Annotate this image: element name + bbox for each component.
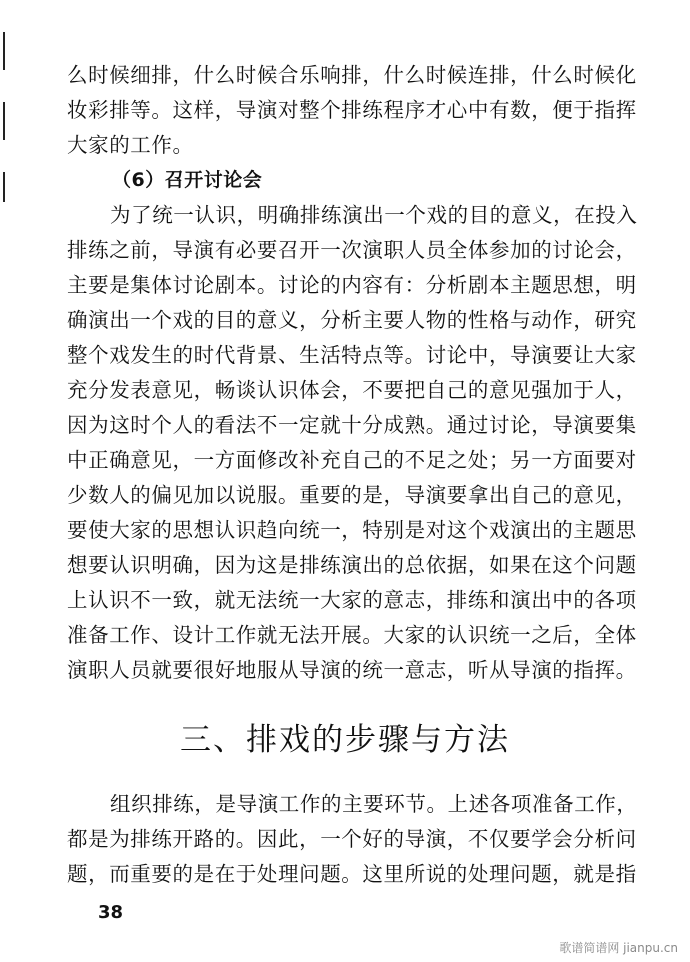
text-line: 妆彩排等。这样，导演对整个排练程序才心中有数，便于指挥 <box>67 98 637 122</box>
text-line: 么时候细排，什么时候合乐响排，什么时候连排，什么时候化 <box>67 63 637 87</box>
text-line: 准备工作、设计工作就无法开展。大家的认识统一之后，全体 <box>67 623 637 647</box>
text-line: 演职人员就要很好地服从导演的统一意志，听从导演的指挥。 <box>67 658 637 682</box>
text-line: 充分发表意见，畅谈认识体会，不要把自己的意见强加于人， <box>67 378 637 402</box>
margin-mark <box>3 172 5 202</box>
text-line: 大家的工作。 <box>67 133 194 157</box>
text-line: 少数人的偏见加以说服。重要的是，导演要拿出自己的意见， <box>67 483 637 507</box>
text-line: 都是为排练开路的。因此，一个好的导演，不仅要学会分析问 <box>67 827 637 851</box>
text-line: 为了统一认识，明确排练演出一个戏的目的意义，在投入 <box>110 203 638 227</box>
subsection-heading: （6）召开讨论会 <box>112 169 263 191</box>
text-line: 确演出一个戏的目的意义，分析主要人物的性格与动作，研究 <box>67 308 637 332</box>
margin-mark <box>3 32 5 70</box>
text-line: 想要认识明确，因为这是排练演出的总依据，如果在这个问题 <box>67 553 637 577</box>
page-number: 38 <box>98 902 124 923</box>
text-line: 题，而重要的是在于处理问题。这里所说的处理问题，就是指 <box>67 862 637 886</box>
text-line: 整个戏发生的时代背景、生活特点等。讨论中，导演要让大家 <box>67 343 637 367</box>
text-line: 上认识不一致，就无法统一大家的意志，排练和演出中的各项 <box>67 588 637 612</box>
section-title: 三、排戏的步骤与方法 <box>180 722 510 758</box>
text-line: 排练之前，导演有必要召开一次演职人员全体参加的讨论会， <box>67 238 637 262</box>
watermark: 歌谱简谱网 jianpu.cn <box>559 941 678 955</box>
text-line: 因为这时个人的看法不一定就十分成熟。通过讨论，导演要集 <box>67 413 637 437</box>
text-line: 中正确意见，一方面修改补充自己的不足之处；另一方面要对 <box>67 448 637 472</box>
text-line: 主要是集体讨论剧本。讨论的内容有：分析剧本主题思想，明 <box>67 273 637 297</box>
text-line: 要使大家的思想认识趋向统一，特别是对这个戏演出的主题思 <box>67 518 637 542</box>
margin-mark <box>3 102 5 140</box>
text-line: 组织排练，是导演工作的主要环节。上述各项准备工作， <box>110 792 638 816</box>
